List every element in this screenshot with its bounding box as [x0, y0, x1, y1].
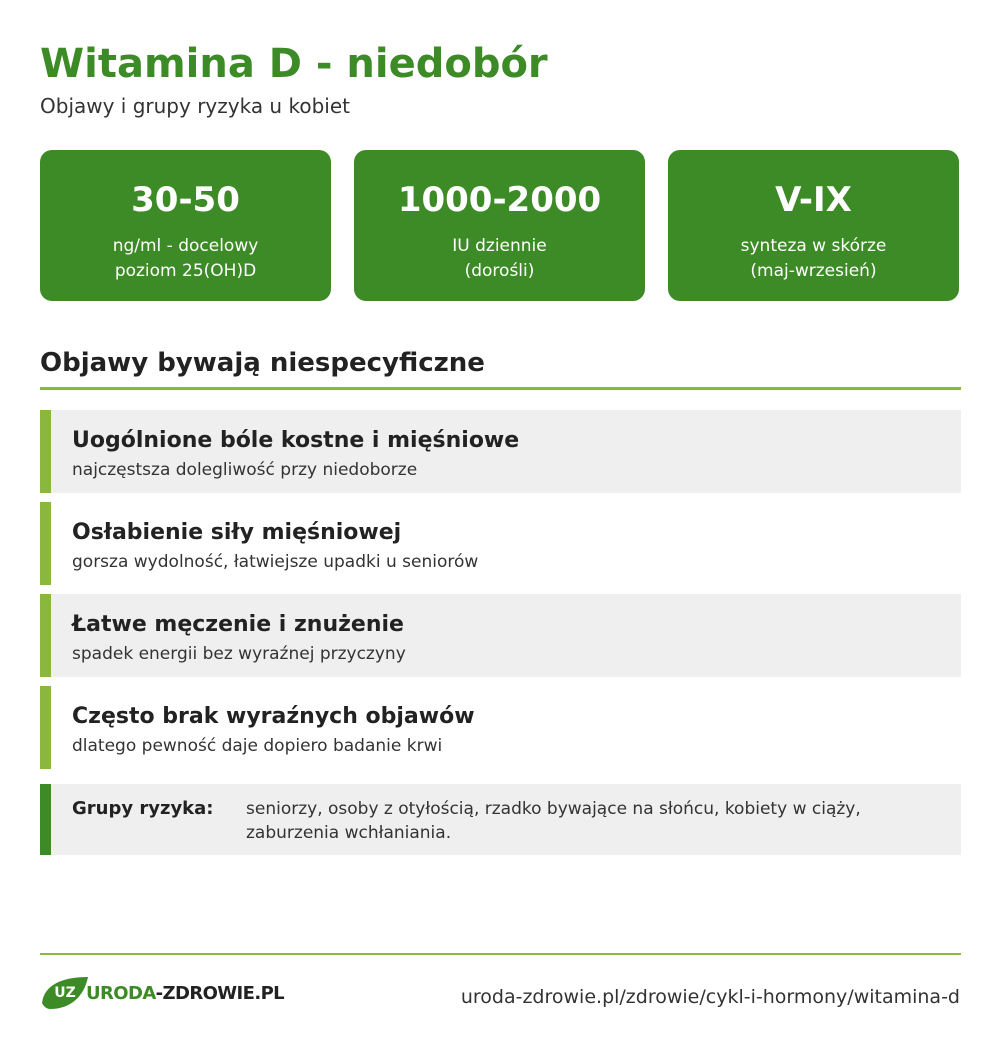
stat-caption-line: IU dziennie — [452, 236, 547, 256]
stat-caption — [40, 234, 331, 284]
risk-groups-box — [40, 784, 961, 855]
symptom-item — [40, 410, 961, 493]
stat-card-daily-dose — [354, 150, 645, 301]
stat-caption — [354, 234, 645, 284]
stats-row — [40, 150, 959, 301]
risk-groups-text: seniorzy, osoby z otyłością, rzadko bywające na słońcu, kobiety w ciąży, zaburzenia wchłaniania. — [246, 799, 861, 843]
footer-divider — [40, 953, 961, 955]
stat-caption-line: poziom 25(OH)D — [114, 261, 257, 281]
symptom-description: dlatego pewność daje dopiero badanie krwi — [72, 736, 443, 756]
symptom-title: Osłabienie siły mięśniowej — [72, 520, 402, 545]
stat-caption-line: (maj-wrzesień) — [750, 261, 877, 281]
symptom-title: Łatwe męczenie i znużenie — [72, 612, 404, 637]
logo-wordmark — [86, 983, 284, 1004]
stat-caption — [668, 234, 959, 284]
symptoms-heading: Objawy bywają niespecyficzne — [40, 348, 485, 378]
section-divider — [40, 387, 961, 390]
stat-caption-line: synteza w skórze — [740, 236, 887, 256]
stat-value: V-IX — [775, 180, 852, 220]
accent-bar — [40, 502, 51, 585]
stat-value: 30-50 — [131, 180, 240, 220]
symptom-item — [40, 686, 961, 769]
symptom-description: najczęstsza dolegliwość przy niedoborze — [72, 460, 418, 480]
footer-url[interactable]: uroda-zdrowie.pl/zdrowie/cykl-i-hormony/witamina-d — [460, 986, 960, 1008]
stat-card-target-level — [40, 150, 331, 301]
stat-value: 1000-2000 — [397, 180, 602, 220]
accent-bar — [40, 686, 51, 769]
accent-bar — [40, 410, 51, 493]
symptom-title: Często brak wyraźnych objawów — [72, 704, 475, 729]
logo-wordmark-part: URODA — [86, 982, 156, 1004]
symptom-item — [40, 502, 961, 585]
logo-mark-text: UZ — [54, 985, 76, 1001]
symptom-title: Uogólnione bóle kostne i mięśniowe — [72, 428, 520, 453]
stat-caption-line: (dorośli) — [464, 261, 535, 281]
accent-bar — [40, 784, 51, 855]
page-subtitle: Objawy i grupy ryzyka u kobiet — [40, 94, 350, 118]
risk-groups-label: Grupy ryzyka: — [72, 798, 214, 819]
stat-caption-line: ng/ml - docelowy — [112, 236, 259, 256]
page-title: Witamina D - niedobór — [40, 41, 548, 87]
symptom-description: spadek energii bez wyraźnej przyczyny — [72, 644, 406, 664]
accent-bar — [40, 594, 51, 677]
logo-wordmark-part: -ZDROWIE.PL — [155, 982, 285, 1004]
symptom-item — [40, 594, 961, 677]
symptom-description: gorsza wydolność, łatwiejsze upadki u seniorów — [72, 552, 479, 572]
stat-card-synthesis-months — [668, 150, 959, 301]
